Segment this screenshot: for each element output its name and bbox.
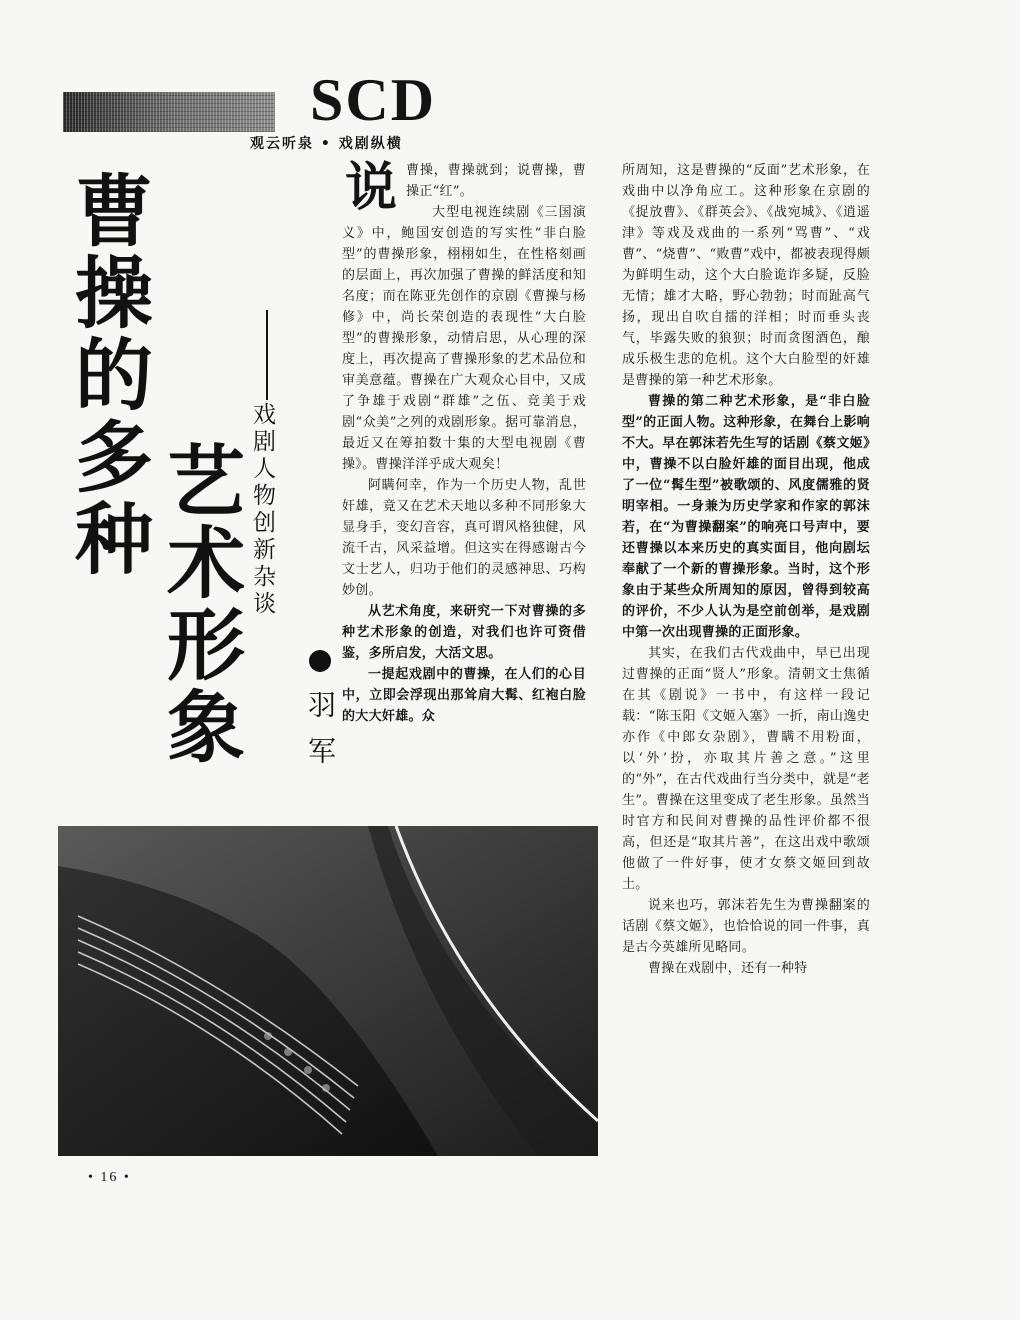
paragraph: 从艺术角度，来研究一下对曹操的多种艺术形象的创造，对我们也许可资借鉴，多所启发，大活文思。 <box>342 604 586 661</box>
paragraph: 其实，在我们古代戏曲中，早已出现过曹操的正面“贤人”形象。清朝文士焦循在其《剧说》一书中，有这样一段记载：“陈玉阳《文姬入塞》一折，南山逸史亦作《中郎女杂剧》，曹瞒不用粉面，以‘外’扮，亦取其片善之意。”这里的“外”，在古代戏曲行当分类中，就是“老生”。曹操在这里变成了老生形象。虽然当时官方和民间对曹操的品性评价都不很高，但还是“取其片善”，在这出戏中歌颂他做了一件好事，使才女蔡文姬回到故土。 <box>622 646 870 892</box>
paragraph: 说来也巧，郭沫若先生为曹操翻案的话剧《蔡文姬》，也恰恰说的同一件事，真是古今英雄所见略同。 <box>622 898 870 955</box>
paragraph: 大型电视连续剧《三国演义》中，鲍国安创造的写实性“非白脸型”的曹操形象，栩栩如生，在性格刻画的层面上，再次加强了曹操的鲜活度和知名度；而在陈亚先创作的京剧《曹操与杨修》中，尚长荣创造的表现性“大白脸型”的曹操形象，动情启思，从心理的深度上，再次提高了曹操形象的艺术品位和审美意蕴。曹操在广大观众心目中，又成了争雄于戏剧“群雄”之伍、竞美于戏剧“众美”之列的戏剧形象。据可靠消息，最近又在筹拍数十集的大型电视剧《曹操》。曹操洋洋乎成大观矣！ <box>342 205 586 472</box>
paragraph: 一提起戏剧中的曹操，在人们的心目中，立即会浮现出那耸肩大髯、红袍白脸的大大奸雄。众 <box>342 667 586 724</box>
section-label: 观云听泉 • 戏剧纵横 <box>250 136 403 152</box>
body-column-1 <box>342 160 586 840</box>
body-column-2 <box>622 160 870 1160</box>
paragraph: 曹操在戏剧中，还有一种特 <box>648 961 808 976</box>
drop-cap: 说 <box>344 160 397 218</box>
paragraph: 阿瞒何幸，作为一个历史人物，乱世奸雄，竟又在艺术天地以多种不同形象大显身手，变幻音容，真可谓风格独健，风流千古，风采益增。但这实在得感谢古今文士艺人，归功于他们的灵感神思、巧构妙创。 <box>342 478 586 598</box>
title-line-2: 艺术形象 <box>154 440 244 768</box>
paragraph: 所周知，这是曹操的“反面”艺术形象，在戏曲中以净角应工。这种形象在京剧的《捉放曹》、《群英会》、《战宛城》、《逍遥津》等戏及戏曲的一系列“骂曹”、“戏曹”、“烧曹”、“败曹”戏中，都被表现得颇为鲜明生动，这个大白脸诡诈多疑，反脸无情；雄才大略，野心勃勃；时而趾高气扬，现出自吹自擂的洋相；时而垂头丧气，毕露失败的狼狈；时而贪图酒色，酿成乐极生悲的危机。这个大白脸型的奸雄是曹操的第一种艺术形象。 <box>622 163 870 388</box>
subtitle-dash <box>266 310 268 400</box>
header-texture-bar <box>63 92 275 132</box>
author-bullet-icon <box>309 650 331 672</box>
author-name: 羽军 <box>304 690 337 782</box>
title-line-1: 曹操的多种 <box>62 170 152 580</box>
paragraph: 曹操，曹操就到；说曹操，曹操正“红”。 <box>406 163 586 199</box>
magazine-logo: SCD <box>310 67 437 133</box>
page-number: • 16 • <box>88 1170 131 1185</box>
roof-eaves-photo <box>58 826 598 1156</box>
paragraph: 曹操的第二种艺术形象，是“非白脸型”的正面人物。这种形象，在舞台上影响不大。早在郭沫若先生写的话剧《蔡文姬》中，曹操不以白脸奸雄的面目出现，他成了一位“髯生型”被歌颂的、风度儒雅的贤明宰相。一身兼为历史学家和作家的郭沫若，在“为曹操翻案”的响亮口号声中，要还曹操以本来历史的真实面目，他向剧坛奉献了一个新的曹操形象。当时，这个形象由于某些众所周知的原因，曾得到较高的评价，不少人认为是空前创举，是戏剧中第一次出现曹操的正面形象。 <box>622 394 870 640</box>
subtitle: 戏剧人物创新杂谈 <box>249 402 275 618</box>
